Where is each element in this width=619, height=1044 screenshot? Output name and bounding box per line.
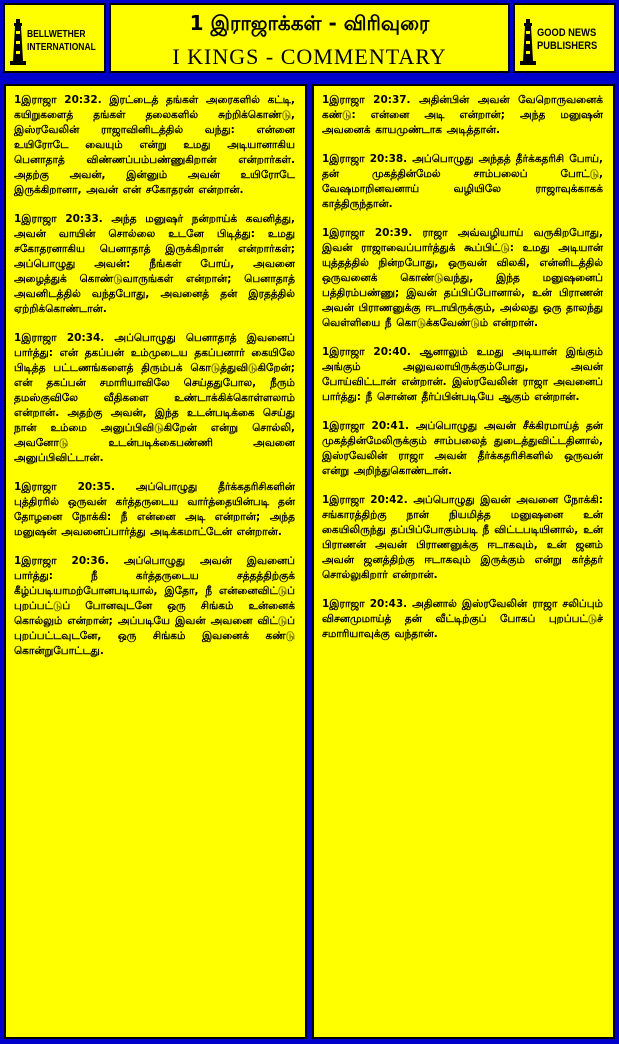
verse-paragraph: 1இராஜா 20:32. இரட்டைத் தங்கள் அரைகளில் கட்டி, கயிறுகளைத் தங்கள் தலைகளில் சுற்றிக்கொண்டு, இஸ்ரவேலின் ராஜாவினிடத்தில் வந்து: என்னை உயிரோடே வையும் என்று உமது அடியானாகிய பெனாதாத் விண்ணப்பம்பண்ணுகிறான் என்றார்கள். அதற்கு அவன், இன்னும் அவன் உயிரோடே இருக்கிறானா, அவன் என் சகோதரன் என்றான். xyxy=(14,94,295,196)
verse-paragraph: 1இராஜா 20:35. அப்பொழுது தீர்க்கதரிசிகளின் புத்திரரில் ஒருவன் கர்த்தருடைய வார்த்தையின்படி தன் தோழனை நோக்கி: நீ என்னை அடி என்றான்; அந்த மனுஷன் அவனைப்பார்த்து அடிக்கமாட்டேன் என்றான். xyxy=(14,481,295,538)
verse-paragraph: 1இராஜா 20:33. அந்த மனுஷர் நன்றாய்க் கவனித்து, அவன் வாயின் சொல்லை உடனே பிடித்து: உமது சகோதரனாகிய பெனாதாத் இருக்கிறான் என்றார்கள்; அப்பொழுது அவன்: நீங்கள் போய், அவனை அழைத்துக் கொண்டுவாருங்கள் என்றான்; பெனாதாத் அவனிடத்தில் வந்தபோது, அவனைத் தன் இரதத்தில் ஏற்றிக்கொண்டான். xyxy=(14,213,295,315)
right-column xyxy=(312,84,615,1039)
left-logo-line2: INTERNATIONAL xyxy=(27,42,96,53)
right-logo-line2: PUBLISHERS xyxy=(537,40,598,52)
verse-paragraph: 1இராஜா 20:41. அப்பொழுது அவன் சீக்கிரமாய்த் தன் முகத்தின்மேலிருக்கும் சாம்பலைத் துடைத்துவிட்டதினால், இஸ்ரவேலின் ராஜா அவன் தீர்க்கதரிசிகளில் ஒருவன் என்று அறிந்துகொண்டான். xyxy=(322,420,603,477)
verse-paragraph: 1இராஜா 20:34. அப்பொழுது பெனாதாத் இவனைப் பார்த்து: என் தகப்பன் உம்முடைய தகப்பனார் கையிலே பிடித்த பட்டணங்களைத் திரும்பக் கொடுத்துவிடுகிறேன்; என் தகப்பன் சமாரியாவிலே செய்ததுபோல, நீரும் தமஸ்குவிலே வீதிகளை உண்டாக்கிக்கொள்ளலாம் என்றான். அதற்கு அவன், இந்த உடன்படிக்கை செய்து நான் உம்மை அனுப்பிவிடுகிறேன் என்று சொல்லி, அவனோடு உடன்படிக்கைபண்ணி அவனை அனுப்பிவிட்டான். xyxy=(14,332,295,464)
page-title-english: I KINGS - COMMENTARY xyxy=(172,44,447,69)
verse-paragraph: 1இராஜா 20:40. ஆனாலும் உமது அடியான் இங்கும் அங்கும் அலுவலாயிருக்கும்போது, அவன் போய்விட்டான் என்றான். இஸ்ரவேலின் ராஜா அவனைப் பார்த்து: நீ சொன்ன தீர்ப்பின்படியே ஆகும் என்றான். xyxy=(322,346,603,403)
good-news-logo xyxy=(513,3,616,73)
verse-paragraph: 1இராஜா 20:38. அப்பொழுது அந்தத் தீர்க்கதரிசி போய், தன் முகத்தின்மேல் சாம்பலைப் போட்டு, வேஷமாறினவனாய் வழியிலே ராஜாவுக்காகக் காத்திருந்தான். xyxy=(322,153,603,210)
right-logo-line1: GOOD NEWS xyxy=(537,27,597,39)
title-header xyxy=(109,3,510,73)
bellwether-logo xyxy=(3,3,106,73)
verse-paragraph: 1இராஜா 20:37. அதின்பின் அவன் வேறொருவனைக் கண்டு: என்னை அடி என்றான்; அந்த மனுஷன் அவனைக் காயமுண்டாக அடித்தான். xyxy=(322,94,603,136)
verse-paragraph: 1இராஜா 20:39. ராஜா அவ்வழியாய் வருகிறபோது, இவன் ராஜாவைப்பார்த்துக் கூப்பிட்டு: உமது அடியான் யுத்தத்தில் நின்றபோது, ஒருவன் விலகி, என்னிடத்தில் ஒருவனைக் கொண்டுவந்து, இந்த மனுஷனைப் பத்திரம்பண்ணு; இவன் தப்பிப்போனால், உன் பிராணன் அவன் பிராணனுக்கு ஈடாயிருக்கும், அல்லது ஒரு தாலந்து வெள்ளியை நீ கொடுக்கவேண்டும் என்றான். xyxy=(322,227,603,329)
verse-paragraph: 1இராஜா 20:43. அதினால் இஸ்ரவேலின் ராஜா சலிப்பும் விசனமுமாய்த் தன் வீட்டிற்குப் போகப் புறப்பட்டுச் சமாரியாவுக்கு வந்தான். xyxy=(322,598,603,640)
verse-paragraph: 1இராஜா 20:42. அப்பொழுது இவன் அவனை நோக்கி: சங்காரத்திற்கு நான் நியமித்த மனுஷனை உன் கையிலிருந்து தப்பிப்போகும்படி நீ விட்டபடியினால், உன் பிராணன் அவன் பிராணனுக்கு ஈடாகவும், உன் ஜனம் அவன் ஜனத்திற்கு ஈடாகவும் இருக்கும் என்று கர்த்தர் சொல்லுகிறார் என்றான். xyxy=(322,494,603,581)
lighthouse-icon xyxy=(10,17,26,67)
left-column xyxy=(4,84,307,1039)
verse-paragraph: 1இராஜா 20:36. அப்பொழுது அவன் இவனைப் பார்த்து: நீ கர்த்தருடைய சத்தத்திற்குக் கீழ்ப்படியாமற்போனபடியால், இதோ, நீ என்னைவிட்டுப் புறப்பட்டுப் போனவுடனே ஒரு சிங்கம் உன்னைக் கொல்லும் என்றான்; அப்படியே இவன் அவனை விட்டுப் புறப்பட்டவுடனே, ஒரு சிங்கம் இவனைக் கண்டு கொன்றுபோட்டது. xyxy=(14,555,295,657)
page-title-tamil: 1 இராஜாக்கள் - விரிவுரை xyxy=(189,11,430,35)
left-logo-line1: BELLWETHER xyxy=(27,29,86,40)
lighthouse-icon xyxy=(520,17,536,67)
